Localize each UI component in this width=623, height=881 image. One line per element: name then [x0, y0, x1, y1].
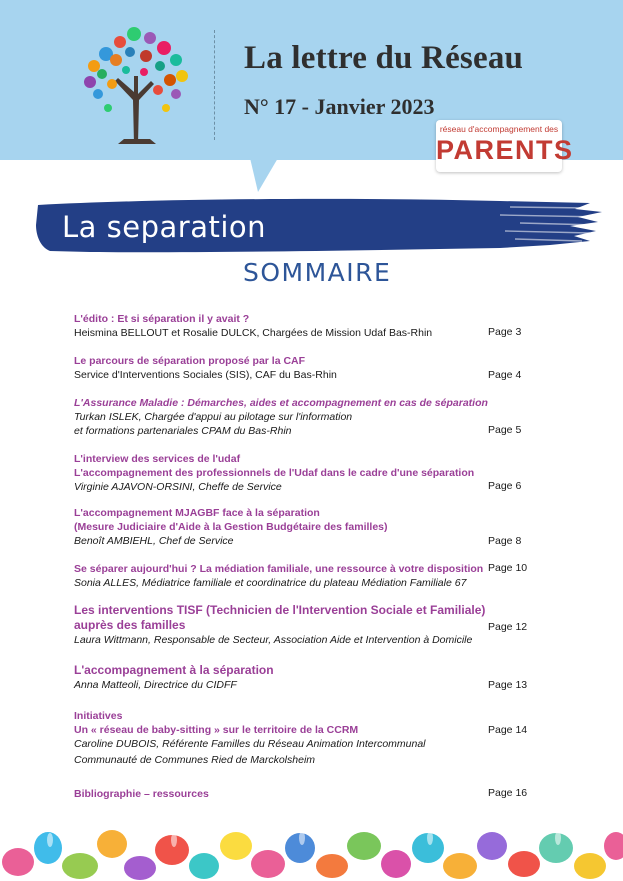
tree-logo-icon: [72, 18, 202, 146]
toc-entry-title: L'accompagnement MJAGBF face à la séparation: [74, 507, 320, 519]
toc-entry-author: Laura Wittmann, Responsable de Secteur, Association Aide et Intervention à Domicile: [74, 634, 473, 646]
parents-network-logo: [436, 120, 574, 172]
toc-entry-author: Communauté de Communes Ried de Marckolsheim: [74, 754, 316, 766]
toc-entry-title: Un « réseau de baby-sitting » sur le territoire de la CCRM: [74, 724, 359, 736]
toc-entry-title: L'édito : Et si séparation il y avait ?: [74, 313, 250, 325]
toc-entry[interactable]: [74, 562, 534, 590]
toc-entry-author: Virginie AJAVON-ORSINI, Cheffe de Service: [74, 481, 282, 493]
toc-entry-author: Benoît AMBIEHL, Chef de Service: [74, 535, 234, 547]
toc-entry[interactable]: [74, 354, 534, 382]
parents-logo-subtitle: réseau d'accompagnement des: [439, 124, 559, 134]
toc-entry[interactable]: [74, 787, 534, 801]
toc-entry-title: Bibliographie – ressources: [74, 788, 209, 800]
toc-entry[interactable]: [74, 663, 534, 692]
toc-page-number: Page 5: [488, 424, 522, 436]
toc-entry-title: L'Assurance Maladie : Démarches, aides et accompagnement en cas de séparation: [74, 397, 488, 409]
toc-entry-author: Service d'Interventions Sociales (SIS), CAF du Bas-Rhin: [74, 369, 337, 381]
theme-title: La separation: [62, 210, 267, 244]
toc-page-number: Page 12: [488, 621, 528, 633]
toc-page-number: Page 16: [488, 787, 528, 799]
newsletter-title: La lettre du Réseau: [244, 40, 524, 76]
toc-entry[interactable]: [74, 603, 534, 647]
toc-entry[interactable]: [74, 709, 534, 767]
toc-entry-title: L'interview des services de l'udaf: [74, 453, 241, 465]
toc-entry-title: Se séparer aujourd'hui ? La médiation familiale, une ressource à votre disposition: [74, 563, 484, 575]
toc-entry[interactable]: [74, 396, 534, 438]
toc-entry-title: L'accompagnement des professionnels de l'Udaf dans le cadre d'une séparation: [74, 467, 475, 479]
toc-entry[interactable]: [74, 312, 534, 340]
toc-entry-author: Heismina BELLOUT et Rosalie DULCK, Chargées de Mission Udaf Bas-Rhin: [74, 327, 433, 339]
sommaire-heading: SOMMAIRE: [243, 258, 392, 287]
toc-page-number: Page 10: [488, 562, 528, 574]
toc-entry-title: auprès des familles: [74, 618, 186, 632]
toc-entry-author: Sonia ALLES, Médiatrice familiale et coordinatrice du plateau Médiation Familiale 67: [74, 577, 467, 589]
toc-entry[interactable]: [74, 452, 534, 494]
toc-entry-title: Le parcours de séparation proposé par la CAF: [74, 355, 306, 367]
header-divider: [214, 30, 215, 140]
toc-page-number: Page 3: [488, 326, 522, 338]
toc-entry-author: Turkan ISLEK, Chargée d'appui au pilotage sur l'information: [74, 411, 353, 423]
parents-logo-word: PARENTS: [436, 135, 574, 165]
issue-number: N° 17 - Janvier 2023: [244, 94, 435, 119]
toc-page-number: Page 8: [488, 535, 522, 547]
toc-entry-author: Caroline DUBOIS, Référente Familles du Réseau Animation Intercommunal: [74, 738, 426, 750]
toc-entry-title: L'accompagnement à la séparation: [74, 663, 274, 677]
toc-page-number: Page 13: [488, 679, 528, 691]
toc-page-number: Page 4: [488, 369, 522, 381]
toc-entry-author: et formations partenariales CPAM du Bas-Rhin: [74, 425, 292, 437]
toc-entry-title: (Mesure Judiciaire d'Aide à la Gestion Budgétaire des familles): [74, 521, 388, 533]
toc-entry-title: Les interventions TISF (Technicien de l'Intervention Sociale et Familiale): [74, 603, 486, 617]
toc-entry-title: Initiatives: [74, 710, 123, 722]
toc-entry-author: Anna Matteoli, Directrice du CIDFF: [74, 679, 237, 691]
toc-page-number: Page 14: [488, 724, 528, 736]
toc-page-number: Page 6: [488, 480, 522, 492]
toc-entry[interactable]: [74, 506, 534, 548]
handprint-footer-decoration: [0, 826, 623, 881]
